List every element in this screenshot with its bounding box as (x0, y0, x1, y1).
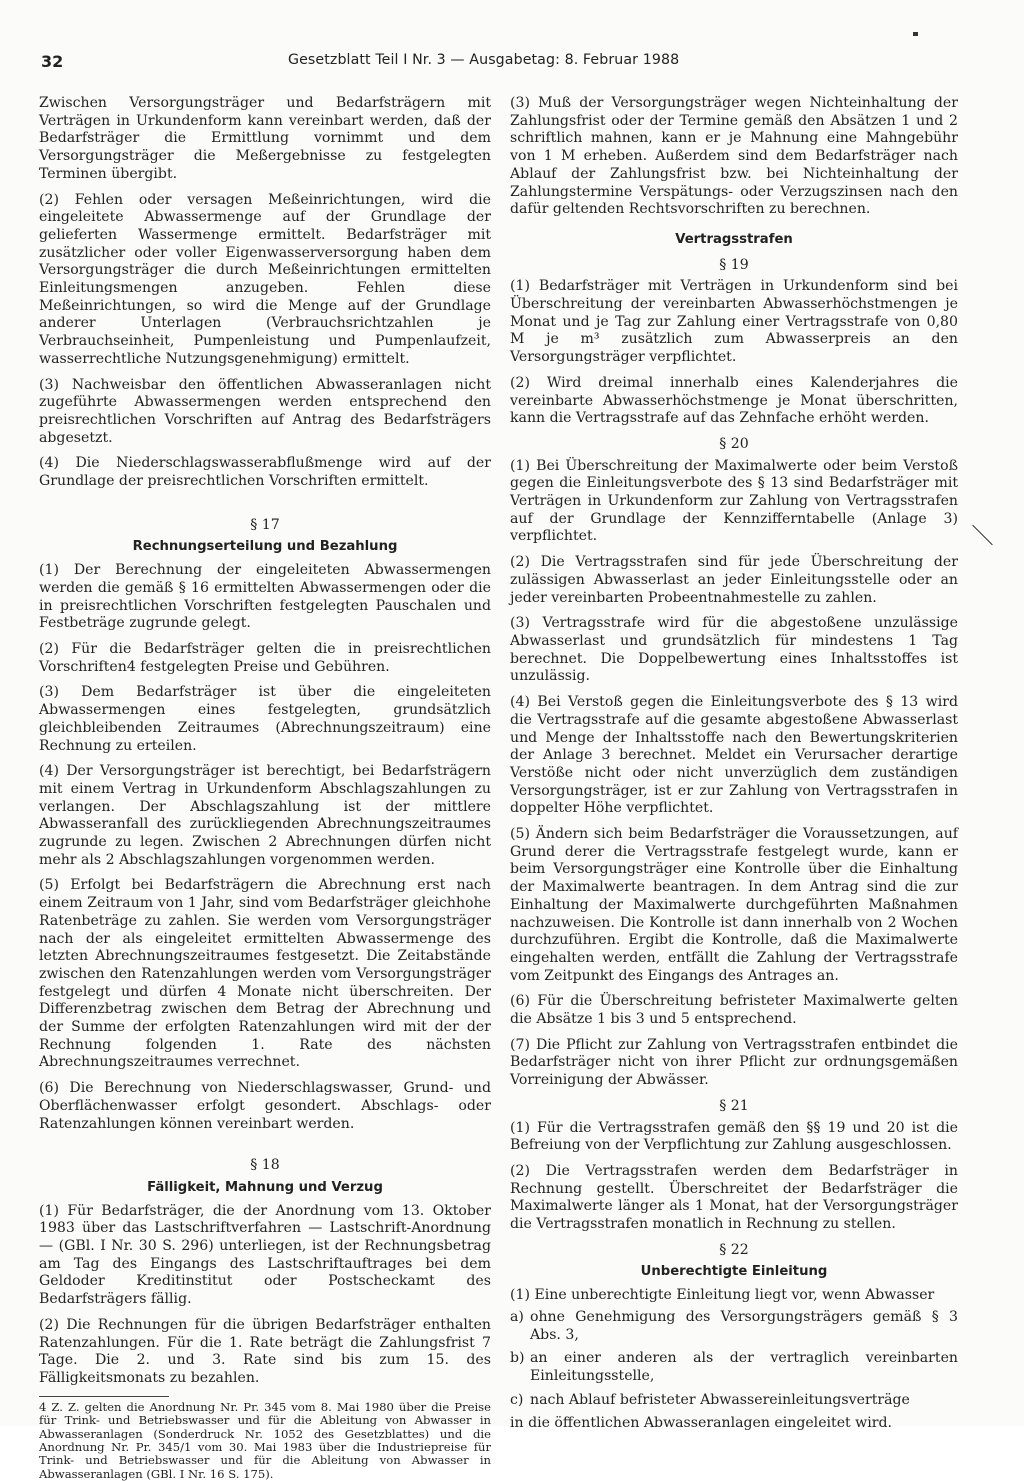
paragraph: (6) Für die Überschreitung befristeter Maximalwerte gelten die Absätze 1 bis 3 und 5 entsprechend. (510, 993, 958, 1028)
paragraph: (2) Die Vertragsstrafen sind für jede Überschreitung der zulässigen Abwasserlast an jeder Einleitungsstelle oder an jeder vereinbarten Probeentnahmestelle zu zahlen. (510, 554, 958, 606)
list-item-label: a) (510, 1308, 524, 1325)
list-item-label: c) (510, 1391, 524, 1408)
section-title-18: Fälligkeit, Mahnung und Verzug (147, 1179, 383, 1195)
paragraph: (3) Dem Bedarfsträger ist über die eingeleiteten Abwassermengen eines festgelegten, grundsätzlich gleichbleibenden Zeitraumes (Abrechnungszeitraum) eine Rechnung zu erteilen. (39, 684, 491, 754)
list-item-text: an einer anderen als der vertraglich vereinbarten Einleitungsstelle, (530, 1350, 958, 1384)
footnote: 4 Z. Z. gelten die Anordnung Nr. Pr. 345 vom 8. Mai 1980 über die Preise für Trink- und Betriebswasser und für die Ableitung von Abwasser in Abwasseranlagen (Sonderdruck Nr. 1052 des Gesetzblattes) und die Anordnung Nr. Pr. 345/1 vom 30. Mai 1983 über die Industriepreise für Trink- und Betriebswasser und für die Ableitung von Abwasser in Abwasseranlagen (GBl. I Nr. 16 S. 175). (39, 1399, 491, 1481)
paragraph: in die öffentlichen Abwasseranlagen eingeleitet wird. (510, 1415, 892, 1432)
list-item (510, 1350, 958, 1385)
paragraph: (1) Für Bedarfsträger, die der Anordnung vom 13. Oktober 1983 über das Lastschriftverfahren — Lastschrift-Anordnung — (GBl. I Nr. 30 S. 296) unterliegen, ist der Rechnungsbetrag am Tag des Eingangs des Lastschriftauftrages bei dem Geldoder Kreditinstitut oder Postscheckamt des Bedarfsträgers fällig. (39, 1202, 491, 1308)
paragraph: (1) Bei Überschreitung der Maximalwerte oder beim Verstoß gegen die Einleitungsverbote des § 13 sind Bedarfsträger mit Verträgen in Urkundenform zur Zahlung von Vertragsstrafen auf der Grundlage der Kennzifferntabelle (Anlage 3) verpflichtet. (510, 457, 958, 545)
paragraph: (5) Ändern sich beim Bedarfsträger die Voraussetzungen, auf Grund derer die Vertragsstrafe festgelegt wurde, kann er beim Versorgungsträger eine Kontrolle über die Einhaltung der Maximalwerte beantragen. In dem Antrag sind die zur Einhaltung der Maximalwerte durchgeführten Maßnahmen nachzuweisen. Die Kontrolle ist dann innerhalb von 2 Wochen durchzuführen. Ergibt die Kontrolle, daß die Maximalwerte eingehalten werden, entfällt die Zahlung der Vertragsstrafe vom Zeitpunkt des Eingangs des Antrages an. (510, 826, 958, 984)
right-column (510, 95, 958, 1441)
paragraph: (3) Vertragsstrafe wird für die abgestoßene unzulässige Abwasserlast und grundsätzlich für mindestens 1 Tag berechnet. Die Doppelbewertung eines Inhaltsstoffes ist unzulässig. (510, 615, 958, 685)
paragraph: (4) Bei Verstoß gegen die Einleitungsverbote des § 13 wird die Vertragsstrafe auf die gesamte abgestoßene Abwasserlast und Menge der Inhaltsstoffe nach den Bewertungskriterien der Anlage 3 berechnet. Meldet ein Verursacher derartige Verstöße nicht oder nicht unverzüglich dem zuständigen Versorgungsträger, ist er zur Zahlung von Vertragsstrafen in doppelter Höhe verpflichtet. (510, 694, 958, 817)
paragraph: (7) Die Pflicht zur Zahlung von Vertragsstrafen entbindet die Bedarfsträger nicht von ihrer Pflicht zur ordnungsgemäßen Vorreinigung der Abwässer. (510, 1036, 958, 1089)
list-item-text: nach Ablauf befristeter Abwassereinleitungsverträge (530, 1391, 910, 1408)
page-header (38, 52, 988, 76)
paragraph: (1) Eine unberechtigte Einleitung liegt vor, wenn Abwasser (510, 1287, 935, 1304)
paragraph: (3) Nachweisbar den öffentlichen Abwasseranlagen nicht zugeführte Abwassermengen werden entsprechend den preisrechtlichen Vorschriften auf Antrag des Bedarfsträgers abgesetzt. (39, 376, 491, 446)
list-item-label: b) (510, 1350, 525, 1367)
paragraph: (1) Der Berechnung der eingeleiteten Abwassermengen werden die gemäß § 16 ermittelten Abwassermengen oder die in preisrechtlichen Vorschriften festgelegten Pauschalen und Festbeträge zugrunde gelegt. (39, 562, 491, 632)
paragraph: (1) Für die Vertragsstrafen gemäß den §§ 19 und 20 ist die Befreiung von der Verpflichtung zur Zahlung ausgeschlossen. (510, 1119, 958, 1154)
page-number: 32 (41, 52, 64, 71)
paragraph: (5) Erfolgt bei Bedarfsträgern die Abrechnung erst nach einem Zeitraum von 1 Jahr, sind vom Bedarfsträger gleichhohe Ratenbeträge zu zahlen. Sie werden vom Versorgungsträger nach der als eingeleitet ermittelten Abwassermenge des letzten Abrechnungszeitraumes festgesetzt. Die Zeitabstände zwischen den Ratenzahlungen werden vom Versorgungsträger festgelegt und dürfen 4 Monate nicht überschreiten. Der Differenzbetrag zwischen dem Betrag der Abrechnung und der Summe der erfolgten Ratenzahlungen wird mit der der Rechnung folgenden 1. Rate des nächsten Abrechnungszeitraumes verrechnet. (39, 877, 491, 1071)
scan-mark-dot (913, 32, 918, 36)
footnote-rule (39, 1396, 169, 1397)
paragraph: (2) Die Vertragsstrafen werden dem Bedarfsträger in Rechnung gestellt. Überschreitet der Bedarfsträger die Maximalwerte länger als 1 Monat, hat der Versorgungsträger die Vertragsstrafen monatlich in Rechnung zu stellen. (510, 1162, 958, 1233)
section-heading-21: § 21 (719, 1097, 749, 1114)
chapter-title-vertragsstrafen: Vertragsstrafen (675, 231, 793, 247)
list-item (510, 1309, 958, 1344)
paragraph: (2) Für die Bedarfsträger gelten die in preisrechtlichen Vorschriften4 festgelegten Preise und Gebühren. (39, 640, 491, 675)
header-title: Gesetzblatt Teil I Nr. 3 — Ausgabetag: 8. Februar 1988 (288, 52, 680, 68)
paragraph: Zwischen Versorgungsträger und Bedarfsträgern mit Verträgen in Urkundenform kann vereinbart werden, daß der Bedarfsträger die Ermittlung vornimmt und dem Versorgungsträger die Meßergebnisse zu festgelegten Terminen übergibt. (39, 95, 491, 182)
list-item-text: ohne Genehmigung des Versorgungsträgers gemäß § 3 Abs. 3, (530, 1308, 958, 1343)
paragraph: (3) Muß der Versorgungsträger wegen Nichteinhaltung der Zahlungsfrist oder der Termine gemäß den Absätzen 1 und 2 schriftlich mahnen, kann er je Mahnung eine Mahngebühr von 1 M erheben. Außerdem sind dem Bedarfsträger nach Ablauf der Zahlungsfrist bzw. bei Nichteinhaltung der Zahlungstermine Verspätungs- oder Verzugszinsen nach den dafür geltenden Rechtsvorschriften zu berechnen. (510, 95, 958, 218)
list-item (510, 1392, 958, 1410)
paragraph: (2) Wird dreimal innerhalb eines Kalenderjahres die vereinbarte Abwasserhöchstmenge je Monat überschritten, kann die Vertragsstrafe auf das Zehnfache erhöht werden. (510, 374, 958, 427)
section-heading-18: § 18 (250, 1157, 280, 1174)
section-title-17: Rechnungserteilung und Bezahlung (132, 539, 398, 555)
paragraph: (4) Der Versorgungsträger ist berechtigt, bei Bedarfsträgern mit einem Vertrag in Urkundenform Abschlagszahlungen zu verlangen. Der Abschlagszahlung ist der mittlere Abwasseranfall des zurückliegenden Abrechnungszeitraumes zugrunde zu legen. Zwischen 2 Abrechnungen dürfen nicht mehr als 2 Abschlagszahlungen vorgenommen werden. (39, 763, 491, 868)
paragraph: (2) Die Rechnungen für die übrigen Bedarfsträger enthalten Ratenzahlungen. Für die 1. Rate beträgt die Zahlungsfrist 7 Tage. Die 2. und 3. Rate sind bis zum 15. des Fälligkeitsmonats zu bezahlen. (39, 1316, 491, 1386)
left-column (39, 95, 491, 1481)
paragraph: (6) Die Berechnung von Niederschlagswasser, Grund- und Oberflächenwasser erfolgt gesondert. Abschlags- oder Ratenzahlungen können vereinbart werden. (39, 1080, 491, 1132)
paragraph: (4) Die Niederschlagswasserabflußmenge wird auf der Grundlage der preisrechtlichen Vorschriften ermittelt. (39, 455, 491, 490)
section-heading-20: § 20 (719, 435, 749, 452)
paragraph: (2) Fehlen oder versagen Meßeinrichtungen, wird die eingeleitete Abwassermenge auf der Grundlage der gelieferten Wassermenge ermittelt. Bedarfsträger mit zusätzlicher oder voller Eigenwasserversorgung haben dem Versorgungsträger die durch Meßeinrichtungen ermittelten Einleitungsmengen anzugeben. Fehlen diese Meßeinrichtungen, so wird die Menge auf der Grundlage anderer Unterlagen (Verbrauchsrichtzahlen je Verbrauchseinheit, Pumpenleistung und Pumpenlaufzeit, wasserrechtliche Nutzungsgenehmigung) ermittelt. (39, 191, 491, 367)
section-heading-17: § 17 (250, 516, 280, 533)
section-heading-22: § 22 (719, 1241, 749, 1258)
section-heading-19: § 19 (719, 256, 749, 273)
paragraph: (1) Bedarfsträger mit Verträgen in Urkundenform sind bei Überschreitung der vereinbarten Abwasserhöchstmengen je Monat und je Tag zur Zahlung einer Vertragsstrafe von 0,80 M je m³ zusätzlich zum Abwasserpreis an den Versorgungsträger verpflichtet. (510, 278, 958, 366)
section-title-22: Unberechtigte Einleitung (640, 1264, 828, 1280)
scan-mark-stroke (972, 525, 993, 546)
